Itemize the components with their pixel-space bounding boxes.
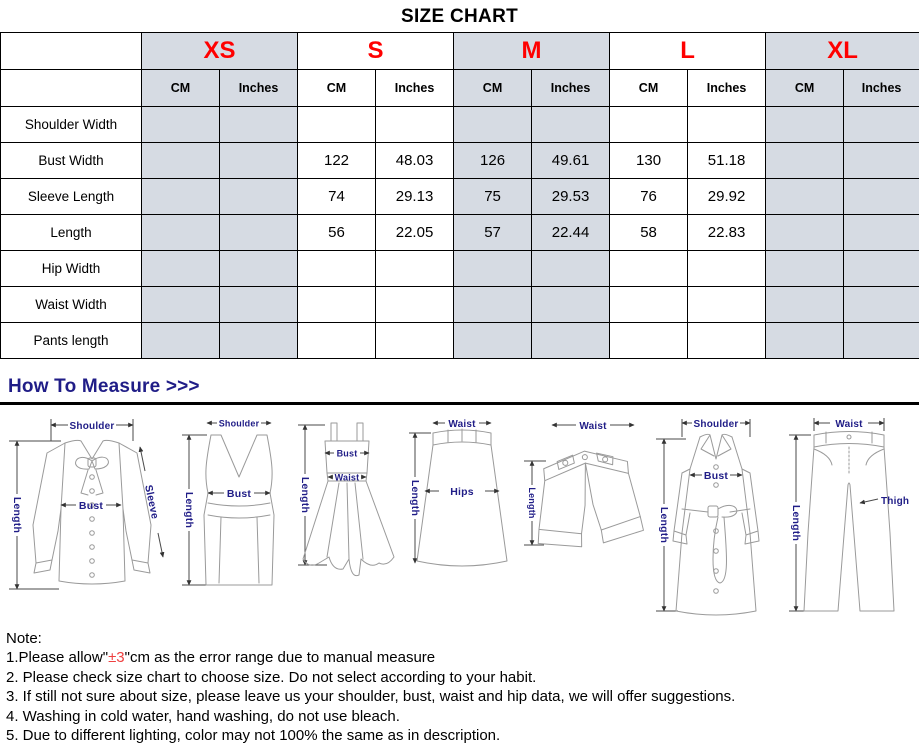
size-value-cell: 22.05	[376, 215, 454, 251]
note-item-2: 2. Please check size chart to choose size. Do not select according to your habit.	[6, 668, 537, 686]
size-value-cell	[766, 251, 844, 287]
unit-header-inches: Inches	[688, 70, 766, 107]
unit-header-cm: CM	[298, 70, 376, 107]
length-label: Length	[11, 496, 23, 534]
size-value-cell: 29.92	[688, 179, 766, 215]
size-header-l: L	[610, 33, 766, 70]
size-value-cell	[454, 251, 532, 287]
size-value-cell	[454, 323, 532, 359]
size-value-cell	[766, 323, 844, 359]
size-value-cell	[220, 323, 298, 359]
size-value-cell	[688, 107, 766, 143]
unit-header-inches: Inches	[532, 70, 610, 107]
length-label: Length	[183, 491, 196, 529]
size-value-cell	[298, 323, 376, 359]
size-value-cell	[844, 323, 919, 359]
size-value-cell: 58	[610, 215, 688, 251]
size-value-cell	[688, 287, 766, 323]
row-label: Shoulder Width	[1, 107, 142, 143]
row-label: Pants length	[1, 323, 142, 359]
size-value-cell	[220, 251, 298, 287]
size-value-cell	[376, 287, 454, 323]
shoulder-label: Shoulder	[69, 421, 115, 432]
size-value-cell: 126	[454, 143, 532, 179]
waist-label: Waist	[835, 419, 863, 430]
hips-label: Hips	[450, 486, 475, 498]
notes-section	[0, 629, 919, 745]
size-value-cell: 22.83	[688, 215, 766, 251]
pants-diagram	[784, 413, 916, 621]
unit-header-row	[1, 70, 919, 107]
note1-suffix: "cm as the error range due to manual measure	[124, 649, 436, 667]
length-label: Length	[526, 487, 537, 519]
size-value-cell	[220, 179, 298, 215]
size-value-cell: 75	[454, 179, 532, 215]
note-item-4: 4. Washing in cold water, hand washing, do not use bleach.	[6, 707, 400, 725]
waist-label: Waist	[578, 421, 607, 432]
size-value-cell: 51.18	[688, 143, 766, 179]
page-title: SIZE CHART	[401, 6, 518, 27]
shoulder-label: Shoulder	[218, 418, 260, 429]
size-value-cell	[142, 107, 220, 143]
table-row	[1, 287, 919, 323]
size-value-cell	[766, 287, 844, 323]
unit-header-inches: Inches	[220, 70, 298, 107]
bust-label: Bust	[227, 488, 252, 500]
size-value-cell: 29.53	[532, 179, 610, 215]
size-value-cell	[610, 251, 688, 287]
unit-header-cm: CM	[142, 70, 220, 107]
unit-header-cm: CM	[454, 70, 532, 107]
note1-tolerance: ±3	[108, 649, 125, 667]
size-value-cell	[454, 107, 532, 143]
table-row	[1, 323, 919, 359]
length-label: Length	[657, 506, 670, 544]
how-to-measure-heading: How To Measure >>>	[8, 376, 200, 397]
table-row	[1, 251, 919, 287]
size-value-cell	[142, 215, 220, 251]
size-value-cell	[766, 179, 844, 215]
size-header-s: S	[298, 33, 454, 70]
bust-label: Bust	[703, 470, 728, 482]
size-value-cell	[298, 287, 376, 323]
size-value-cell	[610, 323, 688, 359]
size-value-cell	[376, 323, 454, 359]
unit-header-inches: Inches	[376, 70, 454, 107]
length-label: Length	[299, 476, 312, 514]
size-value-cell	[844, 143, 919, 179]
size-value-cell	[376, 107, 454, 143]
table-row	[1, 107, 919, 143]
size-value-cell: 29.13	[376, 179, 454, 215]
waist-label: Waist	[448, 419, 477, 430]
size-value-cell	[844, 107, 919, 143]
size-value-cell	[610, 287, 688, 323]
measurement-diagrams	[0, 405, 919, 625]
size-value-cell	[298, 251, 376, 287]
shorts-diagram	[518, 413, 646, 619]
size-value-cell	[142, 323, 220, 359]
unit-header-cm: CM	[610, 70, 688, 107]
bust-label: Bust	[78, 500, 104, 512]
size-value-cell	[844, 251, 919, 287]
size-header-xl: XL	[766, 33, 919, 70]
size-value-cell	[688, 251, 766, 287]
size-value-cell	[766, 143, 844, 179]
size-value-cell	[688, 323, 766, 359]
waist-label: Waist	[334, 472, 360, 483]
size-value-cell	[844, 179, 919, 215]
size-value-cell: 130	[610, 143, 688, 179]
skirt-diagram	[405, 413, 517, 619]
note1-prefix: 1.Please allow"	[6, 649, 109, 667]
size-value-cell	[532, 107, 610, 143]
size-header-xs: XS	[142, 33, 298, 70]
table-row	[1, 179, 919, 215]
size-value-cell: 49.61	[532, 143, 610, 179]
corner-cell	[1, 70, 142, 107]
size-value-cell: 48.03	[376, 143, 454, 179]
size-value-cell	[610, 107, 688, 143]
blouse-diagram	[3, 413, 175, 619]
dress-diagram	[293, 413, 405, 619]
sleeve-label: Sleeve	[142, 483, 161, 521]
size-value-cell	[220, 287, 298, 323]
size-header-m: M	[454, 33, 610, 70]
size-value-cell	[532, 251, 610, 287]
size-chart-table	[0, 32, 919, 359]
size-value-cell	[844, 287, 919, 323]
size-value-cell: 76	[610, 179, 688, 215]
row-label: Hip Width	[1, 251, 142, 287]
size-value-cell	[298, 107, 376, 143]
size-value-cell	[142, 143, 220, 179]
length-label: Length	[789, 504, 802, 542]
table-row	[1, 215, 919, 251]
unit-header-inches: Inches	[844, 70, 919, 107]
size-value-cell	[766, 215, 844, 251]
row-label: Waist Width	[1, 287, 142, 323]
size-value-cell	[142, 179, 220, 215]
row-label: Bust Width	[1, 143, 142, 179]
size-value-cell: 122	[298, 143, 376, 179]
size-value-cell	[220, 215, 298, 251]
note-item-1	[6, 648, 919, 667]
note-item-5: 5. Due to different lighting, color may not 100% the same as in description.	[6, 727, 501, 745]
bust-label: Bust	[336, 448, 358, 459]
size-value-cell	[532, 287, 610, 323]
size-value-cell: 57	[454, 215, 532, 251]
tank-top-diagram	[175, 413, 293, 619]
thigh-label: Thigh	[880, 496, 910, 507]
corner-cell	[1, 33, 142, 70]
size-value-cell	[766, 107, 844, 143]
size-value-cell: 74	[298, 179, 376, 215]
notes-heading: Note:	[6, 630, 42, 647]
row-label: Length	[1, 215, 142, 251]
size-value-cell	[376, 251, 454, 287]
shoulder-label: Shoulder	[693, 419, 739, 430]
coat-diagram	[646, 413, 784, 621]
note-item-3: 3. If still not sure about size, please leave us your shoulder, bust, waist and hip data, we will offer suggestions.	[6, 688, 736, 706]
table-row	[1, 143, 919, 179]
length-label: Length	[409, 479, 422, 517]
size-value-cell	[142, 251, 220, 287]
size-value-cell	[220, 143, 298, 179]
size-value-cell	[844, 215, 919, 251]
size-value-cell: 22.44	[532, 215, 610, 251]
size-value-cell	[532, 323, 610, 359]
row-label: Sleeve Length	[1, 179, 142, 215]
size-value-cell	[454, 287, 532, 323]
size-value-cell	[220, 107, 298, 143]
unit-header-cm: CM	[766, 70, 844, 107]
size-header-row	[1, 33, 919, 70]
size-value-cell	[142, 287, 220, 323]
size-value-cell: 56	[298, 215, 376, 251]
